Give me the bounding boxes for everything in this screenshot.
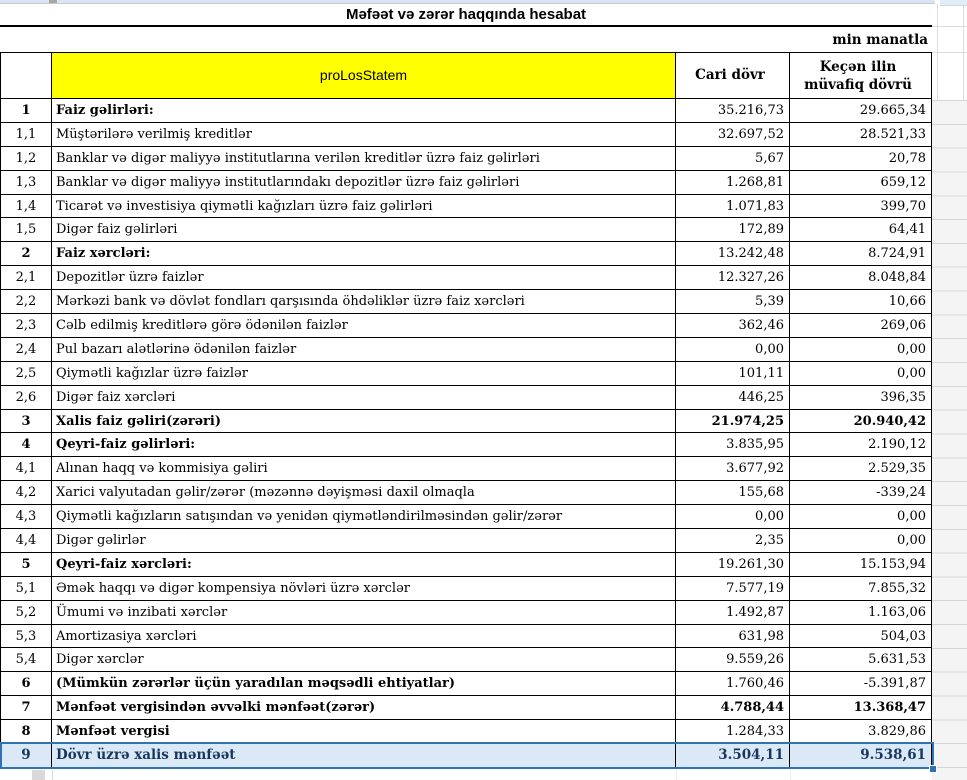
- gridline: [932, 52, 967, 53]
- row-label-cell[interactable]: Əmək haqqı və digər kompensiya növləri üzrə xərclər: [52, 577, 676, 600]
- table-row: [1, 410, 931, 434]
- row-number-cell[interactable]: 7: [1, 696, 52, 719]
- row-number-cell[interactable]: 1,2: [1, 147, 52, 170]
- current-period-cell[interactable]: 13.242,48: [676, 242, 790, 265]
- current-period-cell[interactable]: 3.677,92: [676, 457, 790, 480]
- row-number-cell[interactable]: 4,1: [1, 457, 52, 480]
- row-number-cell[interactable]: 2,3: [1, 314, 52, 337]
- table-row: [1, 696, 931, 720]
- row-label-cell[interactable]: Amortizasiya xərcləri: [52, 625, 676, 648]
- row-label-cell[interactable]: Mənfəət vergisi: [52, 720, 676, 743]
- header-row-number-cell[interactable]: [1, 53, 52, 98]
- previous-period-header-line2: müvafiq dövrü: [804, 76, 912, 93]
- previous-period-cell[interactable]: 0,00: [897, 365, 926, 381]
- previous-period-cell[interactable]: 269,06: [880, 317, 926, 333]
- previous-period-cell[interactable]: 396,35: [880, 389, 926, 405]
- row-label-cell[interactable]: Ticarət və investisiya qiymətli kağızları üzrə faiz gəlirləri: [52, 195, 676, 218]
- table-row: [1, 648, 931, 672]
- row-number-cell[interactable]: 5,1: [1, 577, 52, 600]
- previous-period-cell[interactable]: 2.190,12: [868, 437, 926, 453]
- current-period-header-cell[interactable]: [676, 53, 790, 98]
- current-period-cell[interactable]: 0,00: [676, 338, 790, 361]
- row-label-cell[interactable]: Digər faiz xərcləri: [52, 386, 676, 409]
- table-row: [1, 720, 931, 744]
- row-number-cell[interactable]: 2,4: [1, 338, 52, 361]
- row-label-cell[interactable]: Digər xərclər: [52, 648, 676, 671]
- statement-name-cell[interactable]: [52, 53, 676, 98]
- gridlines-rows: [932, 100, 967, 780]
- previous-period-cell[interactable]: 9.538,61: [860, 746, 926, 763]
- table-row: [1, 577, 931, 601]
- row-number-cell[interactable]: 1,5: [1, 218, 52, 241]
- statement-name-label: proLosStatem: [319, 67, 408, 83]
- previous-period-cell[interactable]: 3.829,86: [868, 724, 926, 740]
- previous-period-header-line1: Keçən ilin: [819, 58, 897, 75]
- row-number-cell[interactable]: 1: [1, 99, 52, 122]
- current-period-cell[interactable]: 631,98: [676, 625, 790, 648]
- row-label-cell[interactable]: Ümumi və inzibati xərclər: [52, 601, 676, 624]
- row-number-cell[interactable]: 9: [1, 744, 52, 767]
- previous-period-cell[interactable]: 0,00: [897, 532, 926, 548]
- row-number-cell[interactable]: 2,5: [1, 362, 52, 385]
- previous-period-cell[interactable]: 2.529,35: [868, 461, 926, 477]
- current-period-cell[interactable]: 155,68: [676, 481, 790, 504]
- table-row: [1, 242, 931, 266]
- below-table-cell-artifact: [32, 770, 45, 780]
- row-number-cell[interactable]: 1,3: [1, 171, 52, 194]
- table-row: [1, 123, 931, 147]
- current-period-cell[interactable]: 35.216,73: [676, 99, 790, 122]
- table-row: [1, 457, 931, 481]
- row-number-cell[interactable]: 2,1: [1, 266, 52, 289]
- row-number-cell[interactable]: 4,2: [1, 481, 52, 504]
- table-header-row: [1, 53, 931, 99]
- row-number-cell[interactable]: 6: [1, 672, 52, 695]
- current-period-cell[interactable]: 1.071,83: [676, 195, 790, 218]
- previous-period-cell[interactable]: 399,70: [880, 198, 926, 214]
- row-number-cell[interactable]: 4,4: [1, 529, 52, 552]
- current-period-cell[interactable]: 19.261,30: [676, 553, 790, 576]
- row-number-cell[interactable]: 4,3: [1, 505, 52, 528]
- current-period-cell[interactable]: 9.559,26: [676, 648, 790, 671]
- current-period-cell[interactable]: 0,00: [676, 505, 790, 528]
- row-number-cell[interactable]: 5: [1, 553, 52, 576]
- row-label-cell[interactable]: Digər gəlirlər: [52, 529, 676, 552]
- selection-fill-handle[interactable]: [929, 765, 937, 773]
- current-period-cell[interactable]: 12.327,26: [676, 266, 790, 289]
- previous-period-cell[interactable]: 20.940,42: [853, 413, 926, 429]
- current-period-cell[interactable]: 1.284,33: [676, 720, 790, 743]
- row-label-cell[interactable]: Alınan haqq və kommisiya gəliri: [52, 457, 676, 480]
- row-number-cell[interactable]: 1,4: [1, 195, 52, 218]
- previous-period-cell[interactable]: 504,03: [880, 628, 926, 644]
- report-title: Məfəət və zərər haqqında hesabat: [345, 6, 587, 23]
- previous-period-cell[interactable]: 0,00: [897, 341, 926, 357]
- current-period-cell[interactable]: 172,89: [676, 218, 790, 241]
- table-row: [1, 744, 931, 767]
- row-number-cell[interactable]: 5,3: [1, 625, 52, 648]
- row-label-cell[interactable]: Mənfəət vergisindən əvvəlki mənfəət(zərər): [52, 696, 676, 719]
- current-period-cell[interactable]: 3.835,95: [676, 433, 790, 456]
- current-period-cell[interactable]: 5,39: [676, 290, 790, 313]
- gridline: [790, 770, 791, 780]
- previous-period-cell[interactable]: 15.153,94: [859, 556, 926, 572]
- previous-period-cell[interactable]: 0,00: [897, 509, 926, 525]
- row-label-cell[interactable]: Xalis faiz gəliri(zərəri): [52, 410, 676, 433]
- previous-period-cell[interactable]: 7.855,32: [868, 580, 926, 596]
- table-body: [1, 99, 931, 767]
- row-label-cell[interactable]: Qeyri-faiz gəlirləri:: [52, 433, 676, 456]
- table-row: [1, 314, 931, 338]
- row-label-cell[interactable]: Depozitlər üzrə faizlər: [52, 266, 676, 289]
- table-row: [1, 553, 931, 577]
- gridline: [52, 770, 53, 780]
- previous-period-cell[interactable]: 8.048,84: [868, 270, 926, 286]
- row-number-cell[interactable]: 8: [1, 720, 52, 743]
- current-period-cell[interactable]: 32.697,52: [676, 123, 790, 146]
- table-row: [1, 99, 931, 123]
- previous-period-cell[interactable]: 29.665,34: [859, 102, 926, 118]
- previous-period-cell[interactable]: 659,12: [880, 174, 926, 190]
- unit-note-cell[interactable]: [0, 27, 931, 52]
- row-label-cell[interactable]: Pul bazarı alətlərinə ödənilən faizlər: [52, 338, 676, 361]
- current-period-cell[interactable]: 1.492,87: [676, 601, 790, 624]
- row-number-cell[interactable]: 2,6: [1, 386, 52, 409]
- row-label-cell[interactable]: Faiz gəlirləri:: [52, 99, 676, 122]
- row-label-cell[interactable]: Cəlb edilmiş kreditlərə görə ödənilən faizlər: [52, 314, 676, 337]
- table-row: [1, 433, 931, 457]
- previous-period-cell[interactable]: -5.391,87: [863, 676, 926, 692]
- table-row: [1, 362, 931, 386]
- table-row: [1, 195, 931, 219]
- row-label-cell[interactable]: Qiymətli kağızların satışından və yenidən qiymətləndirilməsindən gəlir/zərər: [52, 505, 676, 528]
- previous-period-cell[interactable]: 28.521,33: [859, 126, 926, 142]
- unit-note: min manatla: [832, 31, 928, 48]
- table-row: [1, 290, 931, 314]
- previous-period-cell[interactable]: 8.724,91: [868, 246, 926, 262]
- previous-period-cell[interactable]: 64,41: [888, 222, 926, 238]
- table-row: [1, 386, 931, 410]
- top-edge-column-marker: [49, 0, 57, 3]
- row-label-cell[interactable]: Qiymətli kağızlar üzrə faizlər: [52, 362, 676, 385]
- row-label-cell[interactable]: Xarici valyutadan gəlir/zərər (məzənnə dəyişməsi daxil olmaqla: [52, 481, 676, 504]
- previous-period-cell[interactable]: 1.163,06: [868, 604, 926, 620]
- previous-period-cell[interactable]: 10,66: [888, 294, 926, 310]
- current-period-cell[interactable]: 446,25: [676, 386, 790, 409]
- current-period-cell[interactable]: 101,11: [676, 362, 790, 385]
- current-period-cell[interactable]: 362,46: [676, 314, 790, 337]
- pl-statement-table: [0, 52, 932, 768]
- row-number-cell[interactable]: 5,4: [1, 648, 52, 671]
- row-label-cell[interactable]: Faiz xərcləri:: [52, 242, 676, 265]
- gridline: [932, 26, 967, 27]
- top-edge-line: [0, 3, 935, 4]
- top-edge-line-right: [940, 5, 967, 6]
- table-row: [1, 147, 931, 171]
- table-row: [1, 529, 931, 553]
- row-label-cell[interactable]: Banklar və digər maliyyə institutlarındakı depozitlər üzrə faiz gəlirləri: [52, 171, 676, 194]
- row-label-cell[interactable]: Digər faiz gəlirləri: [52, 218, 676, 241]
- previous-period-cell[interactable]: -339,24: [876, 485, 926, 501]
- empty-cells-margin[interactable]: [932, 4, 967, 780]
- row-label-cell[interactable]: Dövr üzrə xalis mənfəət: [52, 744, 676, 767]
- table-row: [1, 625, 931, 649]
- current-period-cell[interactable]: 1.760,46: [676, 672, 790, 695]
- row-number-cell[interactable]: 5,2: [1, 601, 52, 624]
- row-number-cell[interactable]: 3: [1, 410, 52, 433]
- row-number-cell[interactable]: 4: [1, 433, 52, 456]
- gridline: [676, 770, 677, 780]
- table-row: [1, 601, 931, 625]
- row-number-cell[interactable]: 2: [1, 242, 52, 265]
- table-row: [1, 266, 931, 290]
- table-row: [1, 672, 931, 696]
- previous-period-cell[interactable]: 5.631,53: [868, 652, 926, 668]
- current-period-cell[interactable]: 21.974,25: [676, 410, 790, 433]
- current-period-cell[interactable]: 1.268,81: [676, 171, 790, 194]
- previous-period-cell[interactable]: 20,78: [888, 150, 926, 166]
- current-period-cell[interactable]: 4.788,44: [676, 696, 790, 719]
- table-row: [1, 505, 931, 529]
- previous-period-header-cell[interactable]: [790, 53, 931, 98]
- current-period-cell[interactable]: 5,67: [676, 147, 790, 170]
- table-row: [1, 218, 931, 242]
- report-title-cell[interactable]: [0, 4, 932, 27]
- current-period-cell[interactable]: 7.577,19: [676, 577, 790, 600]
- below-table-strip: [0, 769, 932, 780]
- table-row: [1, 338, 931, 362]
- row-number-cell[interactable]: 1,1: [1, 123, 52, 146]
- current-period-header-label: Cari dövr: [695, 67, 765, 83]
- row-label-cell[interactable]: Mərkəzi bank və dövlət fondları qarşısında öhdəliklər üzrə faiz xərcləri: [52, 290, 676, 313]
- table-row: [1, 171, 931, 195]
- current-period-cell[interactable]: 2,35: [676, 529, 790, 552]
- table-row: [1, 481, 931, 505]
- row-label-cell[interactable]: Qeyri-faiz xərcləri:: [52, 553, 676, 576]
- previous-period-cell[interactable]: 13.368,47: [853, 700, 926, 716]
- row-label-cell[interactable]: Banklar və digər maliyyə institutlarına verilən kreditlər üzrə faiz gəlirləri: [52, 147, 676, 170]
- row-label-cell[interactable]: Müştərilərə verilmiş kreditlər: [52, 123, 676, 146]
- row-number-cell[interactable]: 2,2: [1, 290, 52, 313]
- current-period-cell[interactable]: 3.504,11: [676, 744, 790, 767]
- row-label-cell[interactable]: (Mümkün zərərlər üçün yaradılan məqsədli ehtiyatlar): [52, 672, 676, 695]
